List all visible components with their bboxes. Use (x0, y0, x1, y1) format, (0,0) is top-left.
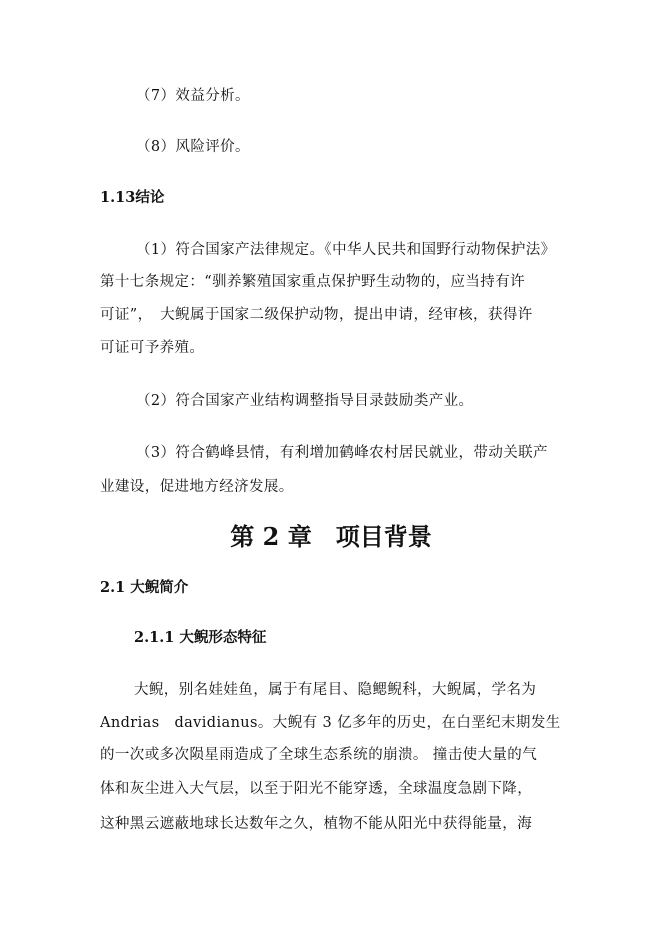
conclusion-1-line-3: 可证”， 大鲵属于国家二级保护动物，提出申请，经审核，获得许 (100, 307, 533, 323)
body-line-5: 这种黑云遮蔽地球长达数年之久，植物不能从阳光中获得能量，海 (100, 816, 533, 832)
conclusion-1-line-2: 第十七条规定：“驯养繁殖国家重点保护野生动物的，应当持有许 (100, 274, 526, 290)
conclusion-2: （2）符合国家产业结构调整指导目录鼓励类产业。 (136, 393, 474, 409)
conclusion-3-line-2: 业建设，促进地方经济发展。 (100, 479, 294, 495)
section-heading-1-13: 1.13结论 (100, 189, 165, 206)
conclusion-1-line-4: 可证可予养殖。 (100, 340, 205, 356)
conclusion-1-line-1: （1）符合国家产法律规定。《中华人民共和国野行动物保护法》 (136, 242, 556, 258)
body-line-1: 大鲵，别名娃娃鱼，属于有尾目、隐鳃鲵科，大鲵属，学名为 (134, 682, 537, 698)
section-heading-2-1: 2.1 大鲵简介 (100, 579, 189, 596)
list-item-8: （8）风险评价。 (136, 139, 250, 155)
subsection-heading-2-1-1: 2.1.1 大鲵形态特征 (134, 629, 267, 646)
conclusion-3-line-1: （3）符合鹤峰县情，有利增加鹤峰农村居民就业，带动关联产 (136, 445, 548, 461)
body-line-4: 体和灰尘进入大气层，以至于阳光不能穿透，全球温度急剧下降， (100, 781, 533, 797)
body-line-3: 的一次或多次陨星雨造成了全球生态系统的崩溃。 撞击使大量的气 (100, 747, 538, 763)
body-line-2: Andrias davidianus。大鲵有 3 亿多年的历史，在白垩纪末期发生 (100, 715, 561, 731)
list-item-7: （7）效益分析。 (136, 88, 250, 104)
chapter-title: 第 2 章 项目背景 (230, 522, 432, 551)
